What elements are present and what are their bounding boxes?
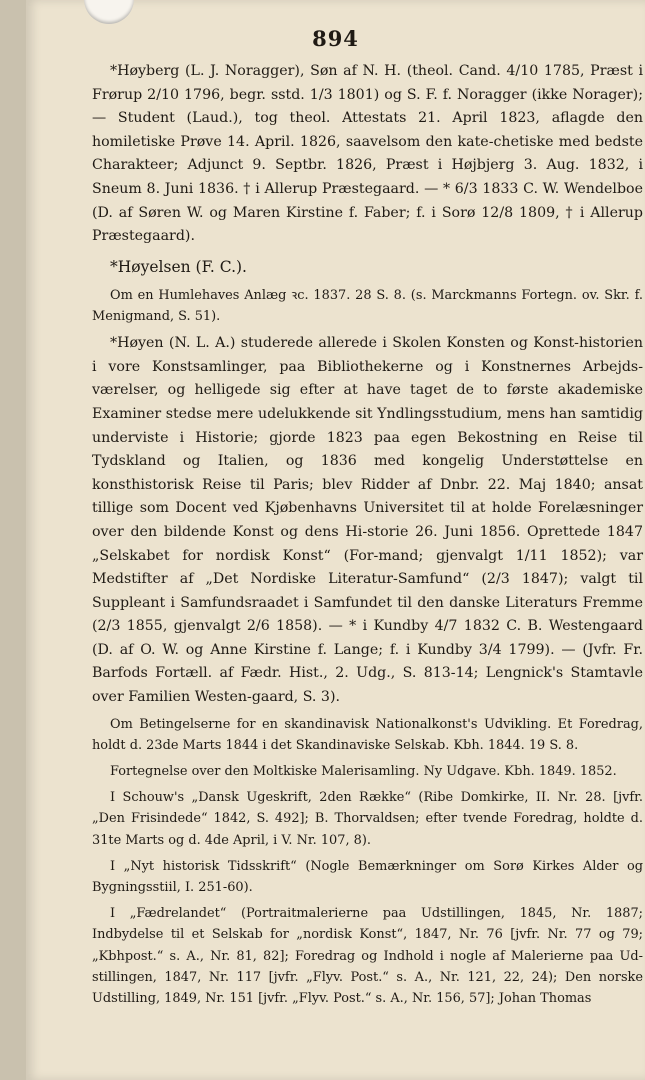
entry-hoyelsen-work: Om en Humlehaves Anlæg ꝛc. 1837. 28 S. 8. (s. Marckmanns Fortegn. ov. Skr. f. Menigmand, S. 51). (92, 287, 643, 324)
book-page (26, 0, 645, 1080)
entry-hoyen-work-3: I Schouw's „Dansk Ugeskrift, 2den Række“ (Ribe Domkirke, II. Nr. 28. [jvfr. „Den Frisindede“ 1842, S. 492]; B. Thorvaldsen; efter tvende Foredrag, holdte d. 31te Marts og d. 4de April, i V. Nr. 107, 8). (92, 790, 643, 848)
entry-hoyberg: *Høyberg (L. J. Noragger), Søn af N. H. (theol. Cand. 4/10 1785, Præst i Frørup 2/10 1796, begr. sstd. 1/3 1801) og S. F. f. Noragger (ikke Norager); — Student (Laud.), tog theol. Attestats 21. April 1823, aflagde den homiletiske Prøve 14. April. 1826, saavelsom den kate-chetiske med bedste Charakteer; Adjunct 9. Septbr. 1826, Præst i Højbjerg 3. Aug. 1832, i Sneum 8. Juni 1836. † i Allerup Præstegaard. — * 6/3 1833 C. W. Wendelboe (D. af Søren W. og Maren Kirstine f. Faber; f. i Sorø 12/8 1809, † i Allerup Præstegaard). (92, 63, 643, 245)
page-text (92, 60, 643, 1014)
entry-hoyelsen-heading: *Høyelsen (F. C.). (110, 257, 247, 276)
page-number: 894 (312, 26, 359, 51)
entry-hoyen: *Høyen (N. L. A.) studerede allerede i Skolen Konsten og Konst-historien i vore Konstsamlinger, paa Bibliothekerne og i Konstnernes Arbejds-værelser, og helligede sig efter at have taget de to første akademiske Examiner stedse mere udelukkende sit Yndlingsstudium, mens han samtidig underviste i Historie; gjorde 1823 paa egen Bekostning en Reise til Tydskland og Italien, og 1836 med kongelig Understøttelse en konsthistorisk Reise til Paris; blev Ridder af Dnbr. 22. Maj 1840; ansat tillige som Docent ved Kjøbenhavns Universitet til at holde Forelæsninger over den bildende Konst og dens Hi-storie 26. Juni 1856. Oprettede 1847 „Selskabet for nordisk Konst“ (For-mand; gjenvalgt 1/11 1852); var Medstifter af „Det Nordiske Literatur-Samfund“ (2/3 1847); valgt til Suppleant i Samfundsraadet i Samfundet til den danske Literaturs Fremme (2/3 1855, gjenvalgt 2/6 1858). — * i Kundby 4/7 1832 C. B. Westengaard (D. af O. W. og Anne Kirstine f. Lange; f. i Kundby 3/4 1799). — (Jvfr. Fr. Barfods Fortæll. af Fædr. Hist., 2. Udg., S. 813-14; Lengnick's Stamtavle over Familien Westen-gaard, S. 3). (92, 335, 643, 706)
entry-hoyen-work-1: Om Betingelserne for en skandinavisk Nationalkonst's Udvikling. Et Foredrag, holdt d. 23de Marts 1844 i det Skandinaviske Selskab. Kbh. 1844. 19 S. 8. (92, 716, 643, 753)
entry-hoyen-work-2: Fortegnelse over den Moltkiske Malerisamling. Ny Udgave. Kbh. 1849. 1852. (110, 764, 617, 780)
entry-hoyen-work-5: I „Fædrelandet“ (Portraitmalerierne paa Udstillingen, 1845, Nr. 1887; Indbydelse til et Selskab for „nordisk Konst“, 1847, Nr. 76 [jvfr. Nr. 77 og 79; „Kbhpost.“ s. A., Nr. 81, 82]; Foredrag og Indhold i nogle af Malerierne paa Ud-stillingen, 1847, Nr. 117 [jvfr. „Flyv. Post.“ s. A., Nr. 121, 22, 24); Den norske Udstilling, 1849, Nr. 151 [jvfr. „Flyv. Post.“ s. A., Nr. 156, 57]; Johan Thomas (92, 906, 643, 1007)
punch-hole (84, 0, 134, 24)
entry-hoyen-work-4: I „Nyt historisk Tidsskrift“ (Nogle Bemærkninger om Sorø Kirkes Alder og Bygningsstiil, I. 251-60). (92, 858, 643, 896)
